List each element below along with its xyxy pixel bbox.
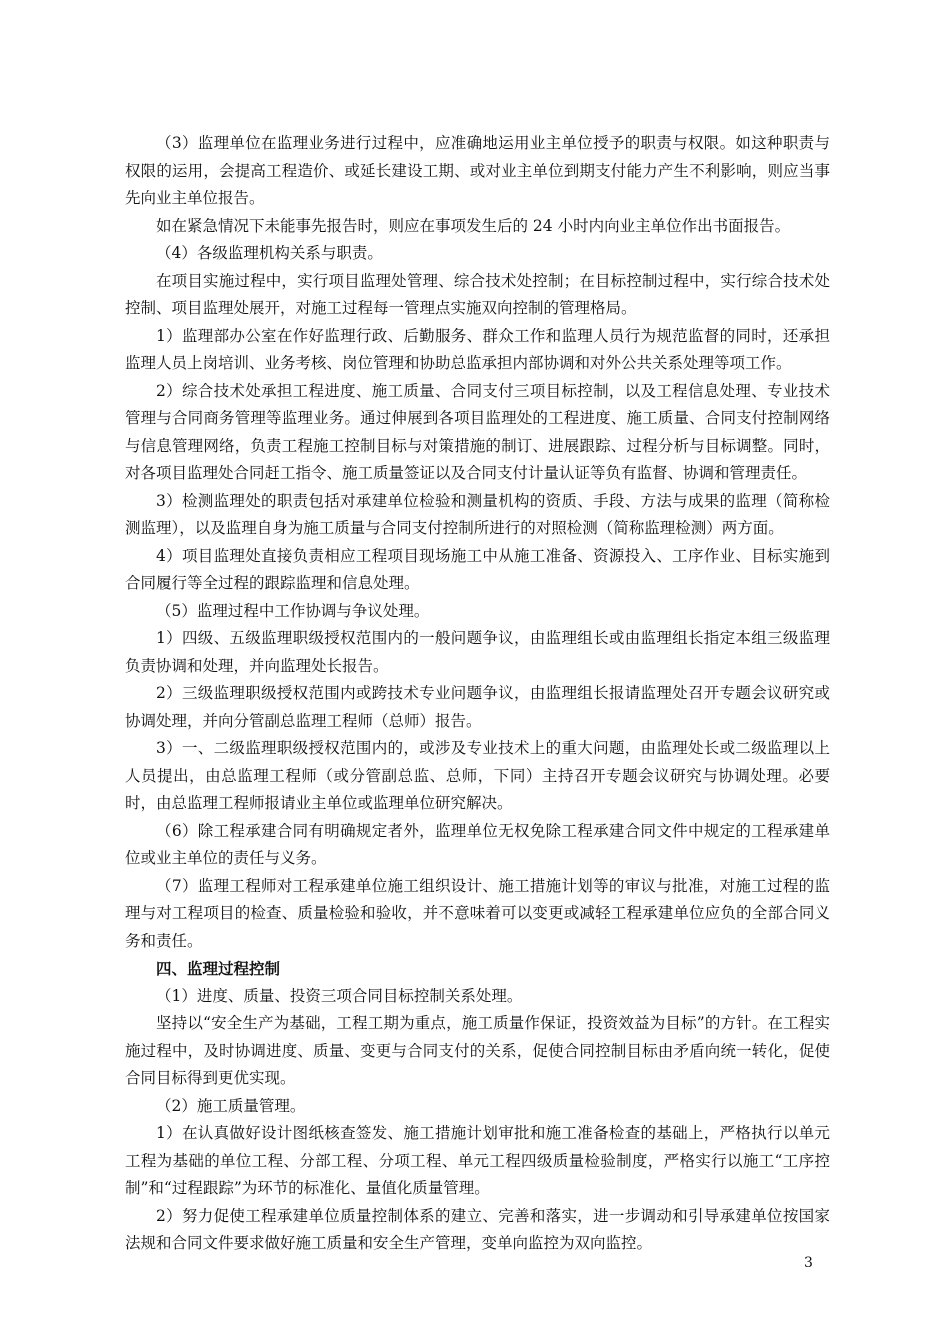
paragraph: （1）进度、质量、投资三项合同目标控制关系处理。 <box>156 986 523 1005</box>
paragraph: 1）四级、五级监理职级授权范围内的一般问题争议，由监理组长或由监理组长指定本组三级监理负责协调和处理，并向监理处长报告。 <box>125 629 830 675</box>
paragraph: 坚持以“安全生产为基础，工程工期为重点，施工质量作保证，投资效益为目标”的方针。在工程实施过程中，及时协调进度、质量、变更与合同支付的关系，促使合同控制目标由矛盾向统一转化，促使合同目标得到更优实现。 <box>125 1014 830 1087</box>
paragraph: （3）监理单位在监理业务进行过程中，应准确地运用业主单位授予的职责与权限。如这种职责与权限的运用，会提高工程造价、或延长建设工期、或对业主单位到期支付能力产生不利影响，则应当事先向业主单位报告。 <box>125 134 830 207</box>
paragraph: 3）检测监理处的职责包括对承建单位检验和测量机构的资质、手段、方法与成果的监理（简称检测监理），以及监理自身为施工质量与合同支付控制所进行的对照检测（简称监理检测）两方面。 <box>125 491 830 537</box>
section-heading: 四、监理过程控制 <box>156 959 281 978</box>
paragraph: （5）监理过程中工作协调与争议处理。 <box>156 601 430 620</box>
document-body <box>125 130 830 1258</box>
paragraph: 2）三级监理职级授权范围内或跨技术专业问题争议，由监理组长报请监理处召开专题会议研究或协调处理，并向分管副总监理工程师（总师）报告。 <box>125 684 830 730</box>
paragraph: 3）一、二级监理职级授权范围内的，或涉及专业技术上的重大问题，由监理处长或二级监理以上人员提出，由总监理工程师（或分管副总监、总师，下同）主持召开专题会议研究与协调处理。必要时，由总监理工程师报请业主单位或监理单位研究解决。 <box>125 739 830 812</box>
paragraph: （4）各级监理机构关系与职责。 <box>156 244 383 262</box>
paragraph: 1）监理部办公室在作好监理行政、后勤服务、群众工作和监理人员行为规范监督的同时，还承担监理人员上岗培训、业务考核、岗位管理和协助总监承担内部协调和对外公共关系处理等项工作。 <box>125 326 830 372</box>
paragraph: 在项目实施过程中，实行项目监理处管理、综合技术处控制；在目标控制过程中，实行综合技术处控制、项目监理处展开，对施工过程每一管理点实施双向控制的管理格局。 <box>125 271 830 317</box>
paragraph: 如在紧急情况下未能事先报告时，则应在事项发生后的 24 小时内向业主单位作出书面报告。 <box>156 216 791 235</box>
paragraph: （7）监理工程师对工程承建单位施工组织设计、施工措施计划等的审议与批准，对施工过程的监理与对工程项目的检查、质量检验和验收，并不意味着可以变更或减轻工程承建单位应负的全部合同义务和责任。 <box>125 876 830 950</box>
paragraph: （6）除工程承建合同有明确规定者外，监理单位无权免除工程承建合同文件中规定的工程承建单位或业主单位的责任与义务。 <box>125 821 830 867</box>
paragraph: （2）施工质量管理。 <box>156 1096 306 1115</box>
paragraph: 4）项目监理处直接负责相应工程项目现场施工中从施工准备、资源投入、工序作业、目标实施到合同履行等全过程的跟踪监理和信息处理。 <box>125 546 830 592</box>
paragraph: 1）在认真做好设计图纸核查签发、施工措施计划审批和施工准备检查的基础上，严格执行以单元工程为基础的单位工程、分部工程、分项工程、单元工程四级质量检验制度，严格实行以施工“工序控制”和“过程跟踪”为环节的标准化、量值化质量管理。 <box>125 1124 830 1197</box>
page-number: 3 <box>804 1255 813 1271</box>
paragraph: 2）努力促使工程承建单位质量控制体系的建立、完善和落实，进一步调动和引导承建单位按国家法规和合同文件要求做好施工质量和安全生产管理，变单向监控为双向监控。 <box>125 1206 830 1252</box>
paragraph: 2）综合技术处承担工程进度、施工质量、合同支付三项目标控制，以及工程信息处理、专业技术管理与合同商务管理等监理业务。通过伸展到各项目监理处的工程进度、施工质量、合同支付控制网络与信息管理网络，负责工程施工控制目标与对策措施的制订、进展跟踪、过程分析与目标调整。同时，对各项目监理处合同赶工指令、施工质量签证以及合同支付计量认证等负有监督、协调和管理责任。 <box>125 381 830 482</box>
